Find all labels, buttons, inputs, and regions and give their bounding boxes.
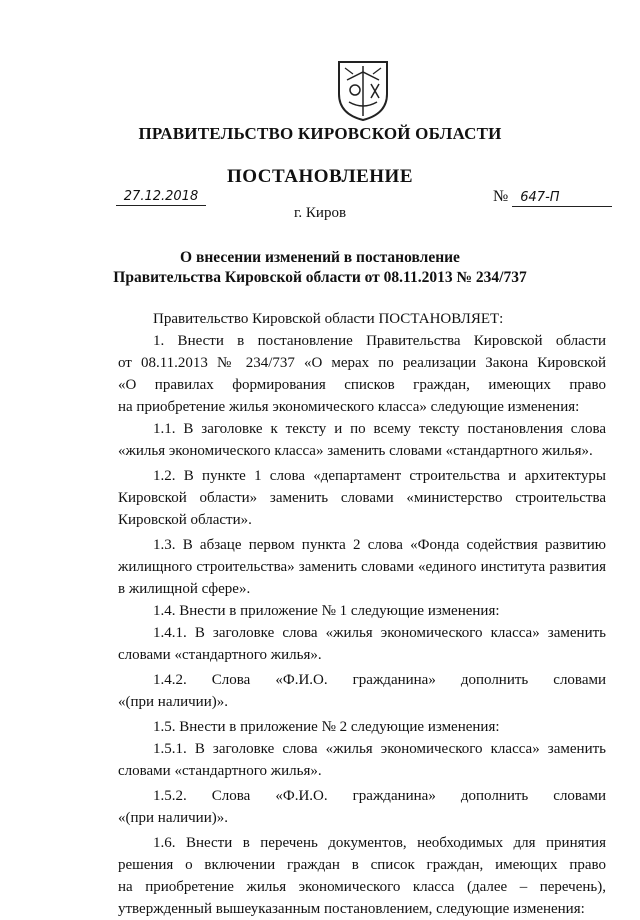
body-line: 1.5.2. Слова «Ф.И.О. гражданина» дополнить словами — [153, 788, 606, 804]
body-line: «(при наличии)». — [118, 810, 228, 826]
body-line: 1.3. В абзаце первом пункта 2 слова «Фонда содействия развитию — [153, 537, 606, 553]
document-heading — [0, 248, 640, 288]
heading-line: Правительства Кировской области от 08.11.2013 № 234/737 — [113, 269, 527, 286]
body-line: на приобретение жилья экономического класса (далее – перечень), — [118, 879, 606, 895]
number-prefix: № — [493, 188, 509, 205]
body-line: словами «стандартного жилья». — [118, 647, 322, 663]
body-line: Кировской области» заменить словами «министерство строительства — [118, 490, 606, 506]
body-line: жилищного строительства» заменить словами «единого института развития — [118, 559, 606, 575]
body-line: 1.2. В пункте 1 слова «департамент строительства и архитектуры — [153, 468, 606, 484]
body-line: от 08.11.2013 № 234/737 «О мерах по реализации Закона Кировской — [118, 355, 606, 371]
body-line: на приобретение жилья экономического класса» следующие изменения: — [118, 399, 580, 415]
body-line: «О правилах формирования списков граждан, имеющих право — [118, 377, 606, 393]
coat-of-arms-icon — [335, 58, 391, 122]
body-line: 1.1. В заголовке к тексту и по всему тексту постановления слова — [153, 421, 606, 437]
body-line: 1. Внести в постановление Правительства Кировской области — [153, 333, 606, 349]
body-line: 1.6. Внести в перечень документов, необходимых для принятия — [153, 835, 606, 851]
body-line: Правительство Кировской области ПОСТАНОВЛЯЕТ: — [153, 311, 504, 327]
document-number: 647-П — [512, 190, 612, 207]
body-line: 1.4.1. В заголовке слова «жилья экономического класса» заменить — [153, 625, 606, 641]
city: г. Киров — [293, 205, 347, 221]
document-body — [118, 308, 606, 920]
body-line: словами «стандартного жилья». — [118, 763, 322, 779]
body-line: «(при наличии)». — [118, 694, 228, 710]
government-title: ПРАВИТЕЛЬСТВО КИРОВСКОЙ ОБЛАСТИ — [138, 124, 502, 143]
document-type: ПОСТАНОВЛЕНИЕ — [226, 166, 414, 187]
body-line: утвержденный вышеуказанным постановлением, следующие изменения: — [118, 901, 585, 917]
body-line: решения о включении граждан в список граждан, имеющих право — [118, 857, 606, 873]
body-line: 1.5.1. В заголовке слова «жилья экономического класса» заменить — [153, 741, 606, 757]
heading-line: О внесении изменений в постановление — [180, 249, 460, 266]
body-line: 1.5. Внести в приложение № 2 следующие изменения: — [153, 719, 500, 735]
body-line: 1.4.2. Слова «Ф.И.О. гражданина» дополнить словами — [153, 672, 606, 688]
document-date: 27.12.2018 — [116, 189, 206, 206]
body-line: «жилья экономического класса» заменить словами «стандартного жилья». — [118, 443, 593, 459]
body-line: Кировской области». — [118, 512, 252, 528]
body-line: 1.4. Внести в приложение № 1 следующие изменения: — [153, 603, 500, 619]
body-line: в жилищной сфере». — [118, 581, 251, 597]
